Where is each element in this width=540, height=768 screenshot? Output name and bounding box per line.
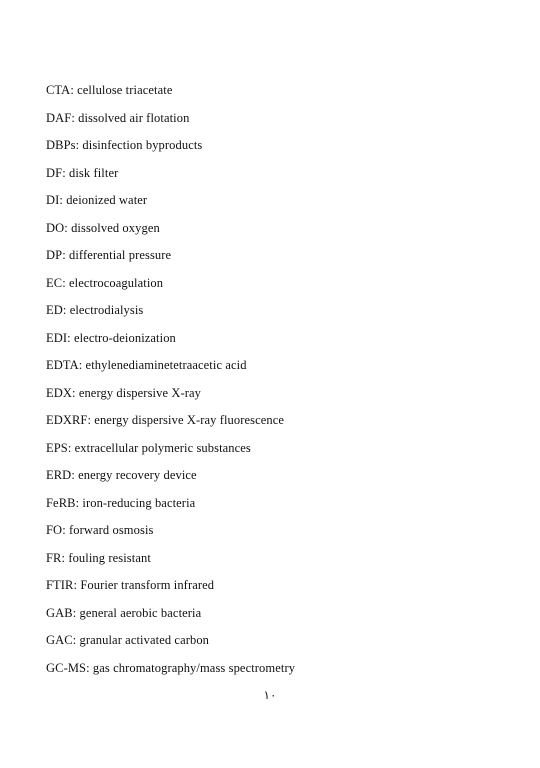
- abbreviation-separator: :: [67, 440, 75, 455]
- page-number: ١٠: [263, 688, 277, 702]
- abbreviation-entry: [46, 411, 295, 439]
- abbreviation-separator: :: [64, 220, 72, 235]
- abbreviation-entry: [46, 466, 295, 494]
- abbreviation-term: DF: [46, 165, 63, 180]
- abbreviation-definition: deionized water: [66, 193, 148, 207]
- abbreviation-separator: :: [78, 358, 86, 372]
- abbreviation-entry: [46, 356, 295, 384]
- abbreviation-separator: :: [72, 605, 80, 620]
- abbreviation-entry: [46, 219, 295, 247]
- abbreviation-entry: [46, 274, 295, 302]
- abbreviation-separator: :: [75, 138, 83, 152]
- abbreviation-entry: [46, 164, 295, 192]
- abbreviation-term: EDX: [46, 385, 72, 400]
- abbreviation-separator: :: [70, 83, 78, 97]
- abbreviation-entry: [46, 494, 295, 522]
- abbreviation-separator: :: [75, 495, 83, 510]
- abbreviation-term: DI: [46, 193, 60, 207]
- abbreviation-term: CTA: [46, 83, 71, 97]
- abbreviation-definition: energy dispersive X-ray: [78, 385, 201, 400]
- abbreviation-separator: :: [72, 633, 80, 647]
- abbreviation-separator: :: [87, 413, 95, 427]
- abbreviation-definition: energy recovery device: [78, 468, 197, 482]
- abbreviation-entry: [46, 384, 295, 412]
- abbreviation-definition: ethylenediaminetetraacetic acid: [85, 358, 247, 372]
- abbreviation-definition: fouling resistant: [68, 550, 151, 565]
- abbreviation-separator: :: [62, 248, 69, 262]
- abbreviation-definition: Fourier transform infrared: [80, 578, 215, 592]
- abbreviation-definition: differential pressure: [69, 248, 172, 262]
- abbreviation-entry: [46, 301, 295, 329]
- abbreviation-separator: :: [61, 550, 69, 565]
- abbreviation-term: GAB: [46, 605, 73, 620]
- abbreviation-term: EPS: [46, 440, 68, 455]
- abbreviation-separator: :: [62, 165, 69, 180]
- abbreviation-term: DAF: [46, 110, 72, 125]
- abbreviation-separator: :: [72, 385, 79, 400]
- abbreviation-term: FTIR: [46, 578, 74, 592]
- abbreviation-definition: general aerobic bacteria: [79, 605, 202, 620]
- abbreviation-entry: [46, 246, 295, 274]
- abbreviation-term: ED: [46, 303, 63, 317]
- abbreviation-separator: :: [86, 660, 93, 675]
- abbreviation-term: GAC: [46, 633, 73, 647]
- abbreviation-entry: [46, 109, 295, 137]
- abbreviation-definition: dissolved oxygen: [71, 220, 160, 235]
- abbreviation-separator: :: [71, 110, 79, 125]
- abbreviation-term: EDI: [46, 330, 68, 345]
- abbreviation-entry: [46, 191, 295, 219]
- abbreviation-definition: forward osmosis: [69, 523, 154, 537]
- abbreviation-entry: [46, 576, 295, 604]
- abbreviation-term: ERD: [46, 468, 72, 482]
- abbreviation-definition: cellulose triacetate: [77, 83, 173, 97]
- abbreviation-definition: dissolved air flotation: [78, 110, 190, 125]
- abbreviation-definition: gas chromatography/mass spectrometry: [92, 660, 296, 675]
- abbreviation-entry: [46, 329, 295, 357]
- abbreviation-separator: :: [73, 578, 81, 592]
- abbreviation-separator: :: [59, 193, 67, 207]
- abbreviation-term: GC-MS: [46, 660, 87, 675]
- abbreviation-definition: extracellular polymeric substances: [74, 440, 251, 455]
- abbreviation-entry: [46, 439, 295, 467]
- abbreviation-definition: electrocoagulation: [69, 275, 164, 290]
- abbreviation-entry: [46, 81, 295, 109]
- abbreviation-term: FR: [46, 550, 62, 565]
- abbreviation-term: DP: [46, 248, 63, 262]
- abbreviation-separator: :: [62, 303, 70, 317]
- abbreviation-separator: :: [67, 330, 74, 345]
- abbreviation-entry: [46, 659, 295, 687]
- abbreviation-entry: [46, 604, 295, 632]
- abbreviation-definition: granular activated carbon: [79, 633, 210, 647]
- abbreviation-entry: [46, 631, 295, 659]
- abbreviation-definition: disk filter: [69, 165, 119, 180]
- abbreviation-separator: :: [62, 523, 69, 537]
- abbreviation-definition: disinfection byproducts: [82, 138, 203, 152]
- abbreviation-term: FO: [46, 523, 63, 537]
- abbreviation-term: DO: [46, 220, 65, 235]
- abbreviation-separator: :: [62, 275, 69, 290]
- abbreviation-term: FeRB: [46, 495, 76, 510]
- abbreviation-term: EC: [46, 275, 63, 290]
- abbreviation-entry: [46, 136, 295, 164]
- abbreviation-definition: electrodialysis: [69, 303, 144, 317]
- abbreviation-separator: :: [71, 468, 79, 482]
- abbreviation-term: EDXRF: [46, 413, 88, 427]
- abbreviation-term: DBPs: [46, 138, 76, 152]
- abbreviation-definition: iron-reducing bacteria: [82, 495, 196, 510]
- abbreviation-definition: electro-deionization: [73, 330, 176, 345]
- abbreviation-term: EDTA: [46, 358, 79, 372]
- abbreviation-list: [46, 81, 295, 686]
- abbreviation-definition: energy dispersive X-ray fluorescence: [94, 413, 285, 427]
- abbreviation-entry: [46, 549, 295, 577]
- abbreviation-entry: [46, 521, 295, 549]
